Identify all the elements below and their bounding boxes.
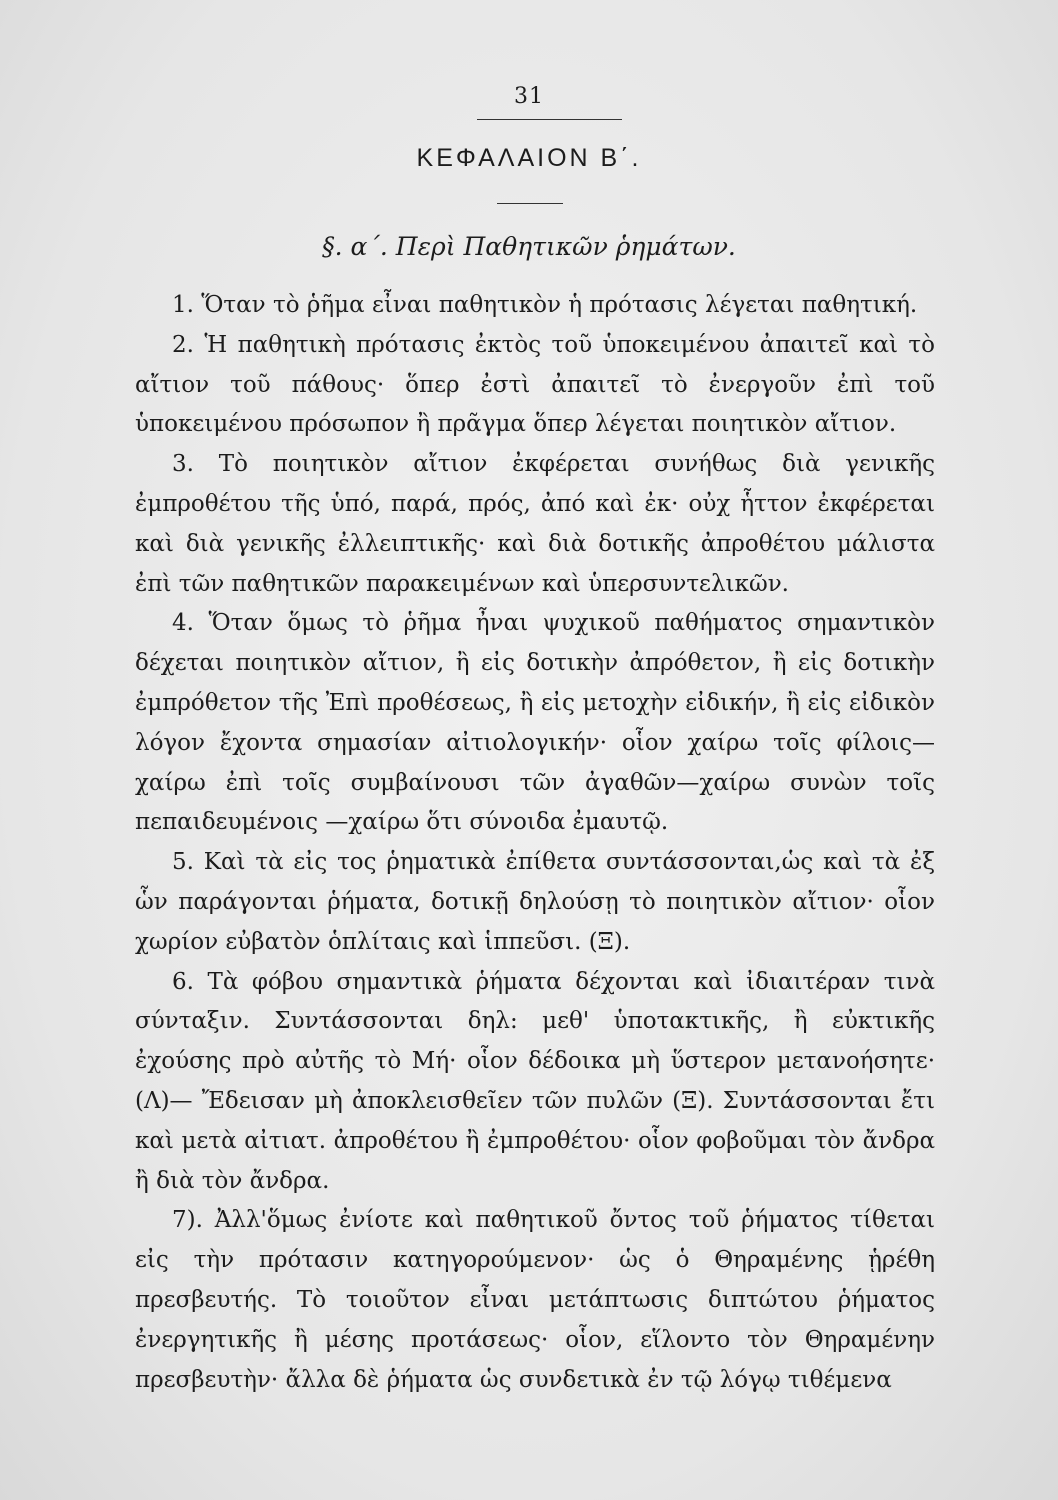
paragraph-1: 1. Ὅταν τὸ ῥῆμα εἶναι παθητικὸν ἡ πρότασις λέγεται παθητική.	[172, 292, 918, 318]
paragraph-6: 6. Τὰ φόβου σημαντικὰ ῥήματα δέχονται καὶ ἰδιαιτέραν τινὰ σύνταξιν. Συντάσσονται δηλ: μεθ' ὑποτακτικῆς, ἢ εὐκτικῆς ἐχούσης πρὸ αὐτῆς τὸ Μή· οἷον δέδοικα μὴ ὕστερον μετανοήσητε· (Λ)— Ἔδεισαν μὴ ἀποκλεισθεῖεν τῶν πυλῶν (Ξ). Συντάσσονται ἔτι καὶ μετὰ αἰτιατ. ἀπροθέτου ἢ ἐμπροθέτου· οἷον φοβοῦμαι τὸν ἄνδρα ἢ διὰ τὸν ἄνδρα.	[135, 968, 935, 1194]
chapter-title: ΚΕΦΑΛΑΙΟΝ Β΄.	[416, 144, 642, 172]
body-text	[135, 286, 935, 1400]
paragraph-5: 5. Καὶ τὰ εἰς τος ῥηματικὰ ἐπίθετα συντάσσονται,ὡς καὶ τὰ ἐξ ὧν παράγονται ῥήματα, δοτικῇ δηλούσῃ τὸ ποιητικὸν αἴτιον· οἷον χωρίον εὐβατὸν ὁπλίταις καὶ ἱππεῦσι. (Ξ).	[135, 849, 935, 955]
section-title: §. α΄. Περὶ Παθητικῶν ῥημάτων.	[322, 232, 736, 261]
paragraph-7: 7). Ἀλλ'ὅμως ἐνίοτε καὶ παθητικοῦ ὄντος τοῦ ῥήματος τίθεται εἰς τὴν πρότασιν κατηγορούμενον· ὡς ὁ Θηραμένης ᾑρέθη πρεσβευτής. Τὸ τοιοῦτον εἶναι μετάπτωσις διπτώτου ῥήματος ἐνεργητικῆς ἢ μέσης προτάσεως· οἷον, εἵλοντο τὸν Θηραμένην πρεσβευτὴν· ἄλλα δὲ ῥήματα ὡς συνδετικὰ ἐν τῷ λόγῳ τιθέμενα	[135, 1207, 935, 1393]
page-number: 31	[514, 84, 544, 109]
chapter-rule	[497, 203, 563, 204]
paragraph-2: 2. Ἡ παθητικὴ πρότασις ἐκτὸς τοῦ ὑποκειμένου ἀπαιτεῖ καὶ τὸ αἴτιον τοῦ πάθους· ὅπερ ἐστὶ ἀπαιτεῖ τὸ ἐνεργοῦν ἐπὶ τοῦ ὑποκειμένου πρόσωπον ἢ πρᾶγμα ὅπερ λέγεται ποιητικὸν αἴτιον.	[135, 331, 935, 438]
paragraph-3: 3. Τὸ ποιητικὸν αἴτιον ἐκφέρεται συνήθως διὰ γενικῆς ἐμπροθέτου τῆς ὑπό, παρά, πρός, ἀπό καὶ ἐκ· οὐχ ἧττον ἐκφέρεται καὶ διὰ γενικῆς ἐλλειπτικῆς· καὶ διὰ δοτικῆς ἀπροθέτου μάλιστα ἐπὶ τῶν παθητικῶν παρακειμένων καὶ ὑπερσυντελικῶν.	[135, 451, 935, 597]
paragraph-4: 4. Ὅταν ὅμως τὸ ῥῆμα ἦναι ψυχικοῦ παθήματος σημαντικὸν δέχεται ποιητικὸν αἴτιον, ἢ εἰς δοτικὴν ἀπρόθετον, ἢ εἰς δοτικὴν ἐμπρόθετον τῆς Ἐπὶ προθέσεως, ἢ εἰς μετοχὴν εἰδικήν, ἢ εἰς εἰδικὸν λόγον ἔχοντα σημασίαν αἰτιολογικήν· οἷον χαίρω τοῖς φίλοις—χαίρω ἐπὶ τοῖς συμβαίνουσι τῶν ἀγαθῶν—χαίρω συνὼν τοῖς πεπαιδευμένοις —χαίρω ὅτι σύνοιδα ἐμαυτῷ.	[135, 610, 935, 836]
header-rule	[477, 119, 622, 120]
